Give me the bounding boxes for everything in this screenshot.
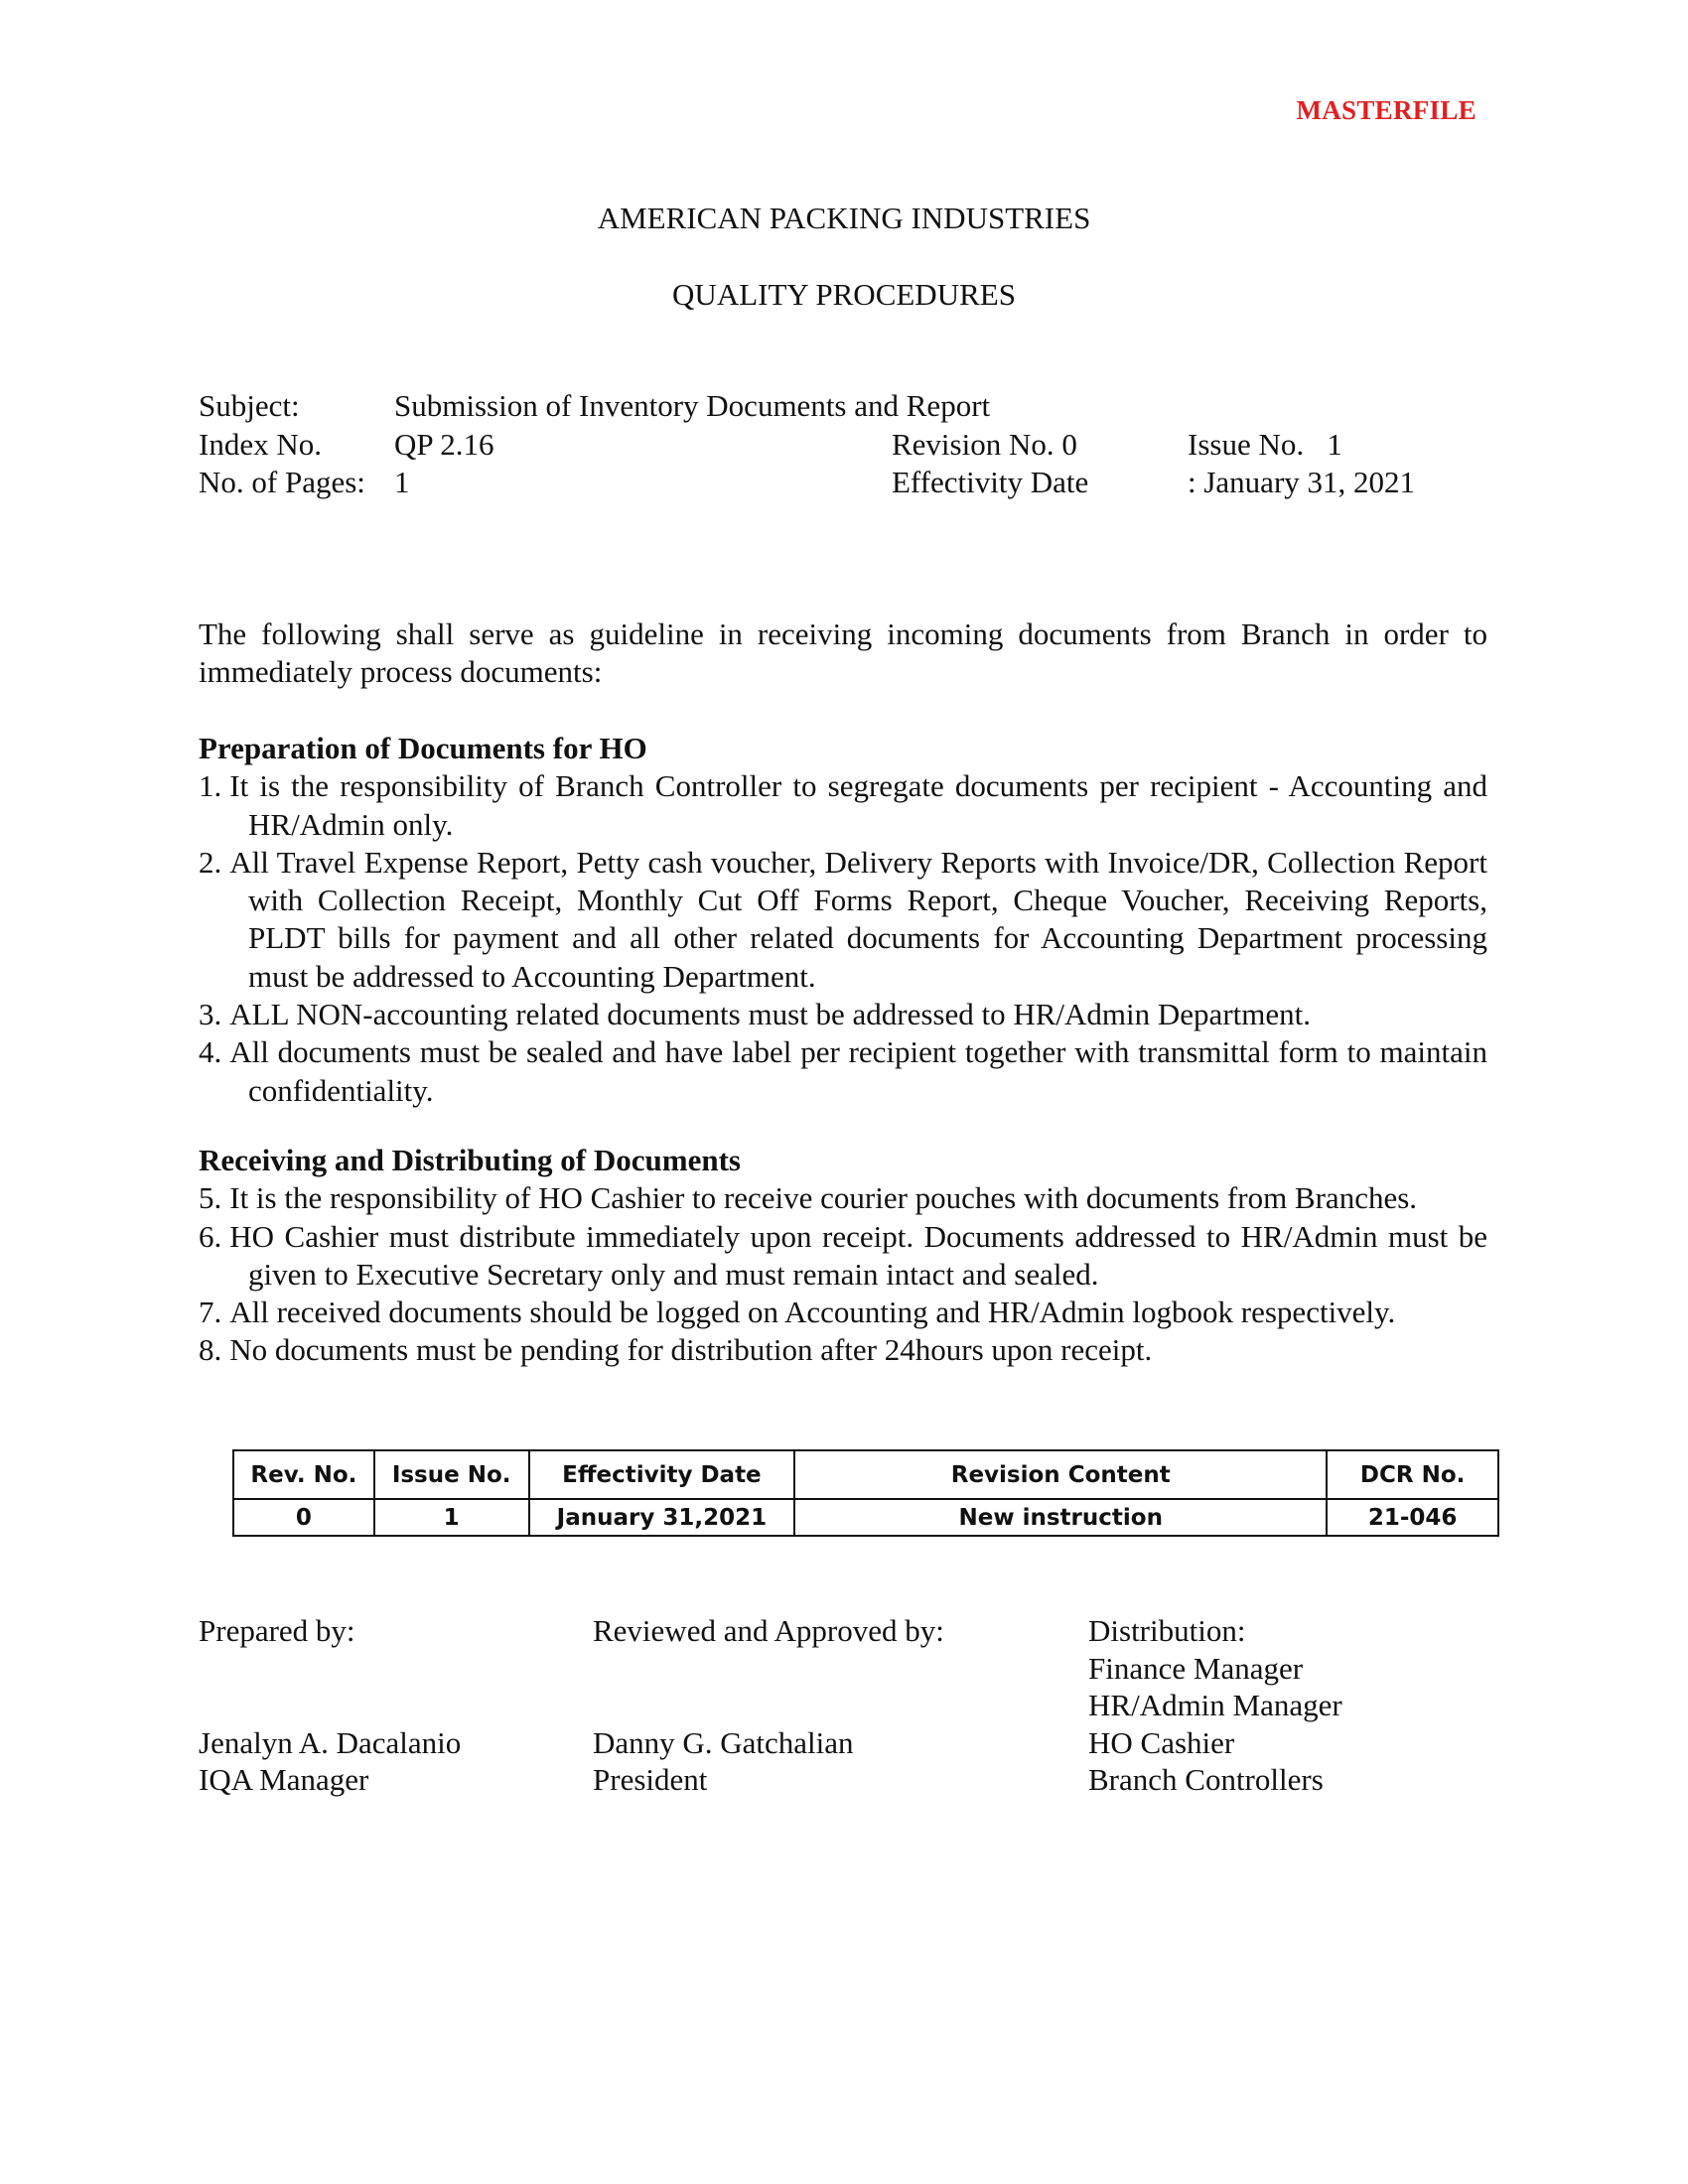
masterfile-label: MASTERFILE [1296,95,1477,125]
reviewed-by-title: President [593,1762,708,1797]
subject-label: Subject: [199,388,300,423]
list-item [199,1179,1487,1217]
column-header-effectivity-date: Effectivity Date [529,1450,795,1499]
list-item [199,1294,1487,1331]
prepared-by-title: IQA Manager [199,1762,369,1797]
section-preparation [199,730,1487,1110]
list-item-text: HO Cashier must distribute immediately upon receipt. Documents addressed to HR/Admin must be given to Executive Secretary only and must remain intact and sealed. [229,1218,1487,1292]
prepared-by-label: Prepared by: [199,1613,355,1648]
issue-number: Issue No. 1 [1188,426,1342,462]
table-row [233,1499,1498,1536]
index-value: QP 2.16 [394,426,494,462]
distribution-item: HO Cashier [1088,1724,1235,1760]
list-item-text: All documents must be sealed and have label per recipient together with transmittal form to maintain confidentiality. [229,1034,1487,1108]
revision-table [232,1449,1499,1537]
list-item-number: 7. [199,1295,222,1330]
column-header-revision-content: Revision Content [794,1450,1327,1499]
list-item-text: No documents must be pending for distribution after 24hours upon receipt. [229,1332,1153,1368]
prepared-by-column [199,1612,461,1799]
list-item [199,1331,1487,1369]
list-item-number: 5. [199,1180,222,1216]
reviewed-by-column [593,1612,944,1799]
list-item-text: It is the responsibility of HO Cashier to receive courier pouches with documents from Branches. [229,1180,1418,1216]
signature-space [199,1650,461,1724]
distribution-item: HR/Admin Manager [1088,1688,1342,1722]
distribution-label: Distribution: [1088,1613,1246,1648]
reviewed-by-name: Danny G. Gatchalian [593,1724,854,1760]
cell-dcr-no: 21-046 [1327,1499,1498,1536]
list-item-text: ALL NON-accounting related documents must be addressed to HR/Admin Department. [229,997,1311,1032]
revision-number: Revision No. 0 [892,426,1077,462]
column-header-dcr-no: DCR No. [1327,1450,1498,1499]
list-item-number: 3. [199,997,222,1032]
distribution-column [1088,1612,1342,1799]
list-item [199,1033,1487,1110]
cell-issue-no: 1 [374,1499,529,1536]
intro-paragraph: The following shall serve as guideline in receiving incoming documents from Branch in order to immediately process documents: [199,616,1487,690]
cell-revision-content: New instruction [794,1499,1327,1536]
index-label: Index No. [199,426,322,462]
list-item [199,767,1487,844]
signature-space [593,1650,944,1724]
title-block [199,199,1489,315]
document-type: QUALITY PROCEDURES [672,277,1016,312]
list-item-text: It is the responsibility of Branch Controller to segregate documents per recipient - Accounting and HR/Admin only. [229,768,1487,842]
prepared-by-name: Jenalyn A. Dacalanio [199,1724,462,1760]
list-item [199,996,1487,1033]
column-header-issue-no: Issue No. [374,1450,529,1499]
reviewed-by-label: Reviewed and Approved by: [593,1613,944,1648]
subject-value: Submission of Inventory Documents and Report [394,388,991,423]
list-item [199,844,1487,996]
distribution-item: Branch Controllers [1088,1762,1324,1797]
cell-rev-no: 0 [233,1499,374,1536]
section-receiving [199,1142,1487,1370]
pages-value: 1 [394,465,410,499]
list-item-number: 6. [199,1218,222,1254]
cell-effectivity-date: January 31,2021 [529,1499,795,1536]
list-item-number: 8. [199,1332,222,1368]
company-name: AMERICAN PACKING INDUSTRIES [597,201,1091,235]
list-item-number: 4. [199,1034,222,1070]
effectivity-value: : January 31, 2021 [1188,465,1416,499]
list-item-text: All received documents should be logged on Accounting and HR/Admin logbook respectively. [229,1295,1396,1330]
preparation-list [199,767,1487,1110]
effectivity-label: Effectivity Date [892,465,1089,499]
distribution-item: Finance Manager [1088,1650,1304,1686]
section-heading-receiving: Receiving and Distributing of Documents [199,1143,741,1177]
table-header-row [233,1450,1498,1499]
list-item-number: 2. [199,844,222,880]
list-item [199,1218,1487,1295]
receiving-list [199,1179,1487,1369]
column-header-rev-no: Rev. No. [233,1450,374,1499]
list-item-text: All Travel Expense Report, Petty cash voucher, Delivery Reports with Invoice/DR, Collection Report with Collection Receipt, Monthly Cut Off Forms Report, Cheque Voucher, Receiving Reports, PLDT bills for payment and all other related documents for Accounting Department processing must be addressed to Accounting Department. [229,844,1487,994]
pages-label: No. of Pages: [199,465,365,499]
list-item-number: 1. [199,768,222,804]
section-heading-preparation: Preparation of Documents for HO [199,731,647,765]
